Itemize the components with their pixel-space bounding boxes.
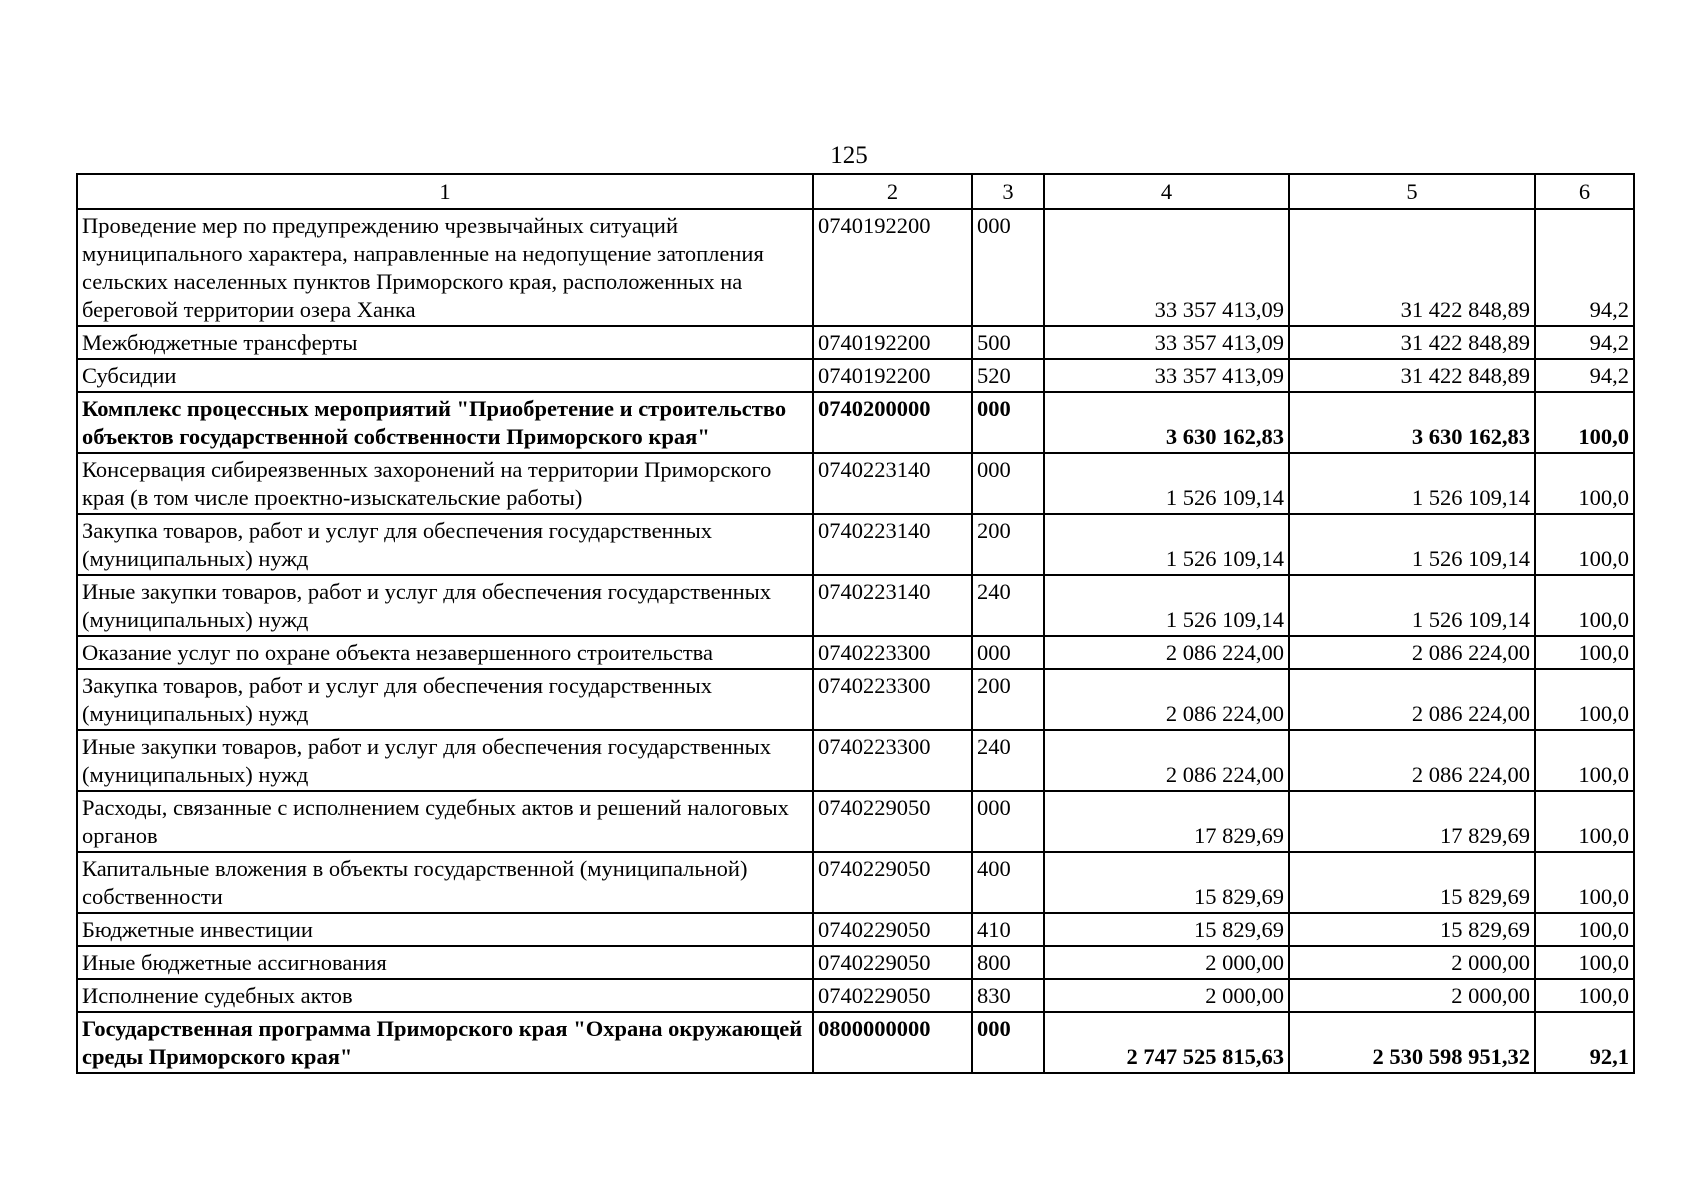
row-expense-type: 240 [972,730,1044,791]
row-target-code: 0740192200 [813,209,972,326]
page-number: 125 [830,142,868,169]
header-row [77,174,1634,209]
row-plan-amount: 3 630 162,83 [1044,392,1289,453]
row-plan-amount: 2 000,00 [1044,979,1289,1012]
row-plan-amount: 1 526 109,14 [1044,514,1289,575]
row-expense-type: 000 [972,791,1044,852]
row-target-code: 0740223140 [813,575,972,636]
header-col-6: 6 [1535,174,1634,209]
row-name: Бюджетные инвестиции [77,913,813,946]
row-plan-amount: 15 829,69 [1044,852,1289,913]
row-percent: 92,1 [1535,1012,1634,1073]
row-target-code: 0740229050 [813,913,972,946]
row-target-code: 0740229050 [813,852,972,913]
row-target-code: 0740200000 [813,392,972,453]
table-row [77,791,1634,852]
row-percent: 100,0 [1535,636,1634,669]
row-percent: 100,0 [1535,575,1634,636]
table-row [77,730,1634,791]
row-expense-type: 830 [972,979,1044,1012]
header-col-5: 5 [1289,174,1535,209]
row-plan-amount: 33 357 413,09 [1044,359,1289,392]
row-percent: 100,0 [1535,791,1634,852]
row-plan-amount: 2 086 224,00 [1044,636,1289,669]
row-expense-type: 240 [972,575,1044,636]
row-percent: 100,0 [1535,392,1634,453]
row-target-code: 0740223300 [813,636,972,669]
row-target-code: 0740223140 [813,514,972,575]
table-body [77,209,1634,1073]
row-percent: 100,0 [1535,946,1634,979]
row-expense-type: 000 [972,1012,1044,1073]
table-row [77,669,1634,730]
row-name: Комплекс процессных мероприятий "Приобретение и строительство объектов государственной собственности Приморского края" [77,392,813,453]
row-percent: 100,0 [1535,669,1634,730]
row-plan-amount: 15 829,69 [1044,913,1289,946]
row-name: Межбюджетные трансферты [77,326,813,359]
row-fact-amount: 31 422 848,89 [1289,209,1535,326]
table-row [77,326,1634,359]
row-fact-amount: 15 829,69 [1289,852,1535,913]
row-fact-amount: 1 526 109,14 [1289,453,1535,514]
row-target-code: 0740229050 [813,791,972,852]
table-row [77,636,1634,669]
row-fact-amount: 31 422 848,89 [1289,326,1535,359]
header-col-3: 3 [972,174,1044,209]
row-fact-amount: 3 630 162,83 [1289,392,1535,453]
row-percent: 100,0 [1535,514,1634,575]
table-row [77,209,1634,326]
row-percent: 100,0 [1535,730,1634,791]
header-col-1: 1 [77,174,813,209]
row-plan-amount: 33 357 413,09 [1044,326,1289,359]
row-expense-type: 400 [972,852,1044,913]
row-percent: 100,0 [1535,913,1634,946]
row-expense-type: 000 [972,392,1044,453]
row-target-code: 0800000000 [813,1012,972,1073]
row-percent: 100,0 [1535,453,1634,514]
table-row [77,453,1634,514]
row-fact-amount: 1 526 109,14 [1289,514,1535,575]
row-name: Консервация сибиреязвенных захоронений на территории Приморского края (в том числе проектно-изыскательские работы) [77,453,813,514]
row-plan-amount: 1 526 109,14 [1044,575,1289,636]
row-percent: 100,0 [1535,852,1634,913]
row-target-code: 0740223300 [813,730,972,791]
table-row [77,852,1634,913]
row-fact-amount: 2 086 224,00 [1289,730,1535,791]
row-name: Субсидии [77,359,813,392]
row-plan-amount: 17 829,69 [1044,791,1289,852]
row-name: Оказание услуг по охране объекта незавершенного строительства [77,636,813,669]
row-plan-amount: 2 000,00 [1044,946,1289,979]
row-percent: 94,2 [1535,359,1634,392]
row-target-code: 0740192200 [813,326,972,359]
table-row [77,913,1634,946]
row-fact-amount: 2 000,00 [1289,979,1535,1012]
row-plan-amount: 1 526 109,14 [1044,453,1289,514]
row-percent: 100,0 [1535,979,1634,1012]
header-col-2: 2 [813,174,972,209]
row-expense-type: 500 [972,326,1044,359]
row-target-code: 0740229050 [813,946,972,979]
row-name: Капитальные вложения в объекты государственной (муниципальной) собственности [77,852,813,913]
row-name: Проведение мер по предупреждению чрезвычайных ситуаций муниципального характера, направленные на недопущение затопления сельских населенных пунктов Приморского края, расположенных на береговой территории озера Ханка [77,209,813,326]
row-fact-amount: 15 829,69 [1289,913,1535,946]
row-fact-amount: 1 526 109,14 [1289,575,1535,636]
table-header [77,174,1634,209]
row-fact-amount: 31 422 848,89 [1289,359,1535,392]
table-row [77,1012,1634,1073]
row-name: Исполнение судебных актов [77,979,813,1012]
row-fact-amount: 2 086 224,00 [1289,636,1535,669]
row-name: Иные бюджетные ассигнования [77,946,813,979]
row-plan-amount: 2 086 224,00 [1044,730,1289,791]
row-percent: 94,2 [1535,326,1634,359]
row-target-code: 0740223300 [813,669,972,730]
row-fact-amount: 2 530 598 951,32 [1289,1012,1535,1073]
table-row [77,979,1634,1012]
row-percent: 94,2 [1535,209,1634,326]
header-col-4: 4 [1044,174,1289,209]
row-expense-type: 000 [972,636,1044,669]
row-target-code: 0740223140 [813,453,972,514]
row-expense-type: 520 [972,359,1044,392]
table-row [77,946,1634,979]
row-name: Государственная программа Приморского края "Охрана окружающей среды Приморского края" [77,1012,813,1073]
budget-table [76,173,1635,1074]
table-row [77,392,1634,453]
row-expense-type: 200 [972,669,1044,730]
table-row [77,514,1634,575]
row-plan-amount: 2 086 224,00 [1044,669,1289,730]
row-expense-type: 200 [972,514,1044,575]
row-name: Закупка товаров, работ и услуг для обеспечения государственных (муниципальных) нужд [77,669,813,730]
row-fact-amount: 2 000,00 [1289,946,1535,979]
row-plan-amount: 2 747 525 815,63 [1044,1012,1289,1073]
row-expense-type: 410 [972,913,1044,946]
row-name: Иные закупки товаров, работ и услуг для обеспечения государственных (муниципальных) нужд [77,575,813,636]
row-plan-amount: 33 357 413,09 [1044,209,1289,326]
row-target-code: 0740229050 [813,979,972,1012]
row-name: Иные закупки товаров, работ и услуг для обеспечения государственных (муниципальных) нужд [77,730,813,791]
row-fact-amount: 2 086 224,00 [1289,669,1535,730]
row-fact-amount: 17 829,69 [1289,791,1535,852]
row-expense-type: 800 [972,946,1044,979]
table-row [77,575,1634,636]
row-expense-type: 000 [972,209,1044,326]
row-name: Расходы, связанные с исполнением судебных актов и решений налоговых органов [77,791,813,852]
row-expense-type: 000 [972,453,1044,514]
table-row [77,359,1634,392]
row-target-code: 0740192200 [813,359,972,392]
row-name: Закупка товаров, работ и услуг для обеспечения государственных (муниципальных) нужд [77,514,813,575]
